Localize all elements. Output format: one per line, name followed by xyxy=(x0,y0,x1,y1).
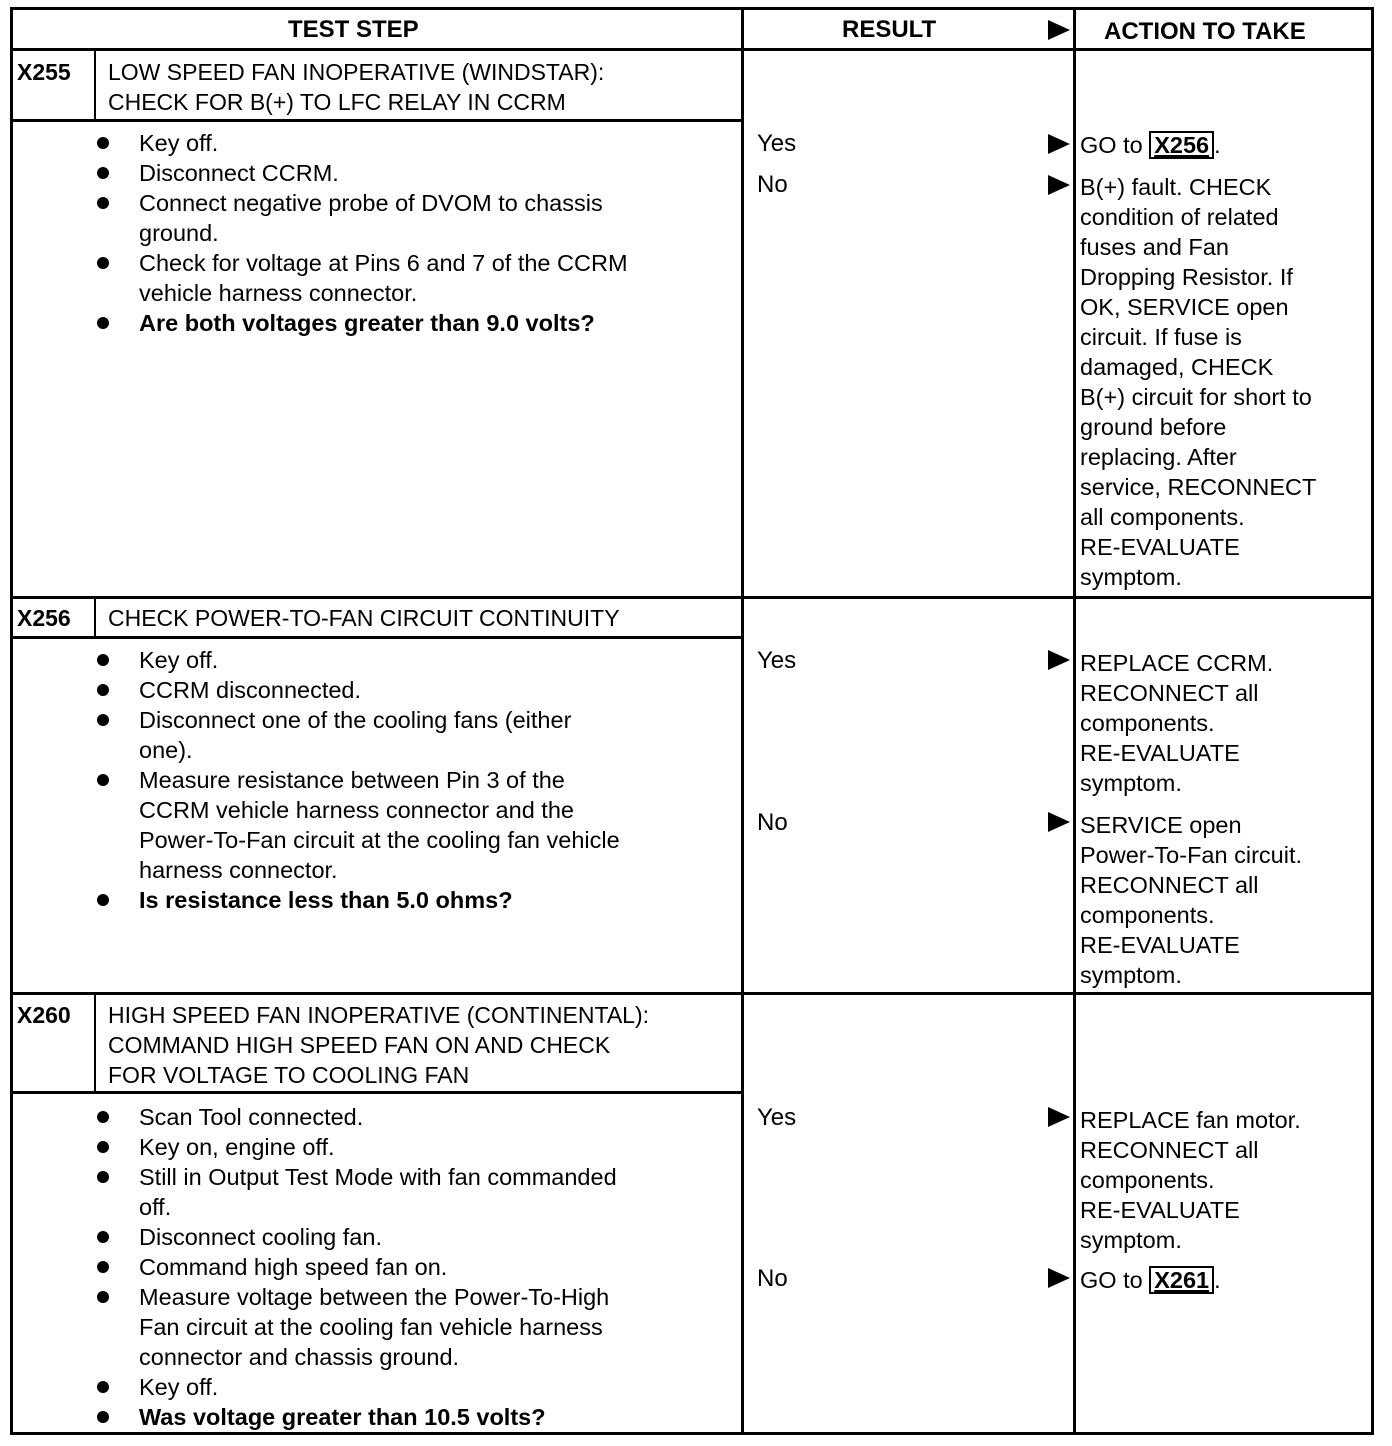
header-arrow-icon xyxy=(1048,20,1070,40)
step-code: X260 xyxy=(17,1002,71,1028)
instruction-continuation: Power-To-Fan circuit at the cooling fan vehicle xyxy=(139,827,620,853)
instruction-item: Check for voltage at Pins 6 and 7 of the CCRM xyxy=(95,248,628,278)
instruction-item: Disconnect cooling fan. xyxy=(95,1222,617,1252)
instruction-item: Measure voltage between the Power-To-High xyxy=(95,1282,617,1312)
step-reference-link[interactable]: X261 xyxy=(1149,1266,1214,1294)
action-no: GO to X261 . xyxy=(1080,1267,1221,1293)
instruction-question: Is resistance less than 5.0 ohms? xyxy=(95,885,620,915)
instruction-item: Disconnect CCRM. xyxy=(95,158,628,188)
header-result: RESULT xyxy=(842,16,937,43)
instruction-continuation: Fan circuit at the cooling fan vehicle harness xyxy=(139,1314,603,1340)
step-instructions xyxy=(95,128,628,338)
instruction-item: Connect negative probe of DVOM to chassis xyxy=(95,188,628,218)
action-no: SERVICE open Power-To-Fan circuit. RECONNECT all components. RE-EVALUATE symptom. xyxy=(1080,812,1302,988)
instruction-item: Scan Tool connected. xyxy=(95,1102,617,1132)
row-divider xyxy=(10,992,1374,995)
result-arrow-icon xyxy=(1048,134,1070,154)
code-divider xyxy=(94,994,96,1092)
code-divider xyxy=(94,50,96,120)
title-divider xyxy=(10,636,743,639)
instruction-continuation: off. xyxy=(139,1194,172,1220)
result-no: No xyxy=(757,1265,788,1292)
step-reference-link[interactable]: X256 xyxy=(1149,131,1214,159)
step-code: X256 xyxy=(17,605,71,631)
step-title: HIGH SPEED FAN INOPERATIVE (CONTINENTAL): COMMAND HIGH SPEED FAN ON AND CHECK FOR VOLTAGE TO COOLING FAN xyxy=(108,1002,649,1088)
step-title: CHECK POWER-TO-FAN CIRCUIT CONTINUITY xyxy=(108,605,620,631)
step-instructions xyxy=(95,645,620,915)
instruction-item: Key on, engine off. xyxy=(95,1132,617,1162)
column-divider-action xyxy=(1073,7,1076,1435)
row-divider xyxy=(10,596,1374,599)
header-test-step: TEST STEP xyxy=(288,16,419,43)
action-yes: REPLACE CCRM. RECONNECT all components. RE-EVALUATE symptom. xyxy=(1080,650,1274,796)
instruction-continuation: harness connector. xyxy=(139,857,338,883)
instruction-item: Disconnect one of the cooling fans (either xyxy=(95,705,620,735)
instruction-question: Are both voltages greater than 9.0 volts? xyxy=(95,308,628,338)
instruction-item: CCRM disconnected. xyxy=(95,675,620,705)
instruction-continuation: connector and chassis ground. xyxy=(139,1344,460,1370)
header-divider xyxy=(10,48,1374,51)
instruction-item: Command high speed fan on. xyxy=(95,1252,617,1282)
instruction-continuation: one). xyxy=(139,737,193,763)
action-yes: GO to X256 . xyxy=(1080,132,1221,158)
instruction-item: Measure resistance between Pin 3 of the xyxy=(95,765,620,795)
instruction-continuation: CCRM vehicle harness connector and the xyxy=(139,797,574,823)
instruction-question: Was voltage greater than 10.5 volts? xyxy=(95,1402,617,1432)
result-yes: Yes xyxy=(757,647,797,674)
result-arrow-icon xyxy=(1048,1107,1070,1127)
result-yes: Yes xyxy=(757,130,797,157)
step-code: X255 xyxy=(17,59,71,85)
result-yes: Yes xyxy=(757,1104,797,1131)
step-instructions xyxy=(95,1102,617,1432)
result-arrow-icon xyxy=(1048,812,1070,832)
instruction-item: Key off. xyxy=(95,128,628,158)
result-no: No xyxy=(757,171,788,198)
code-divider xyxy=(94,598,96,638)
step-title: LOW SPEED FAN INOPERATIVE (WINDSTAR): CHECK FOR B(+) TO LFC RELAY IN CCRM xyxy=(108,59,605,115)
instruction-item: Still in Output Test Mode with fan commanded xyxy=(95,1162,617,1192)
instruction-item: Key off. xyxy=(95,645,620,675)
result-arrow-icon xyxy=(1048,1268,1070,1288)
action-no: B(+) fault. CHECK condition of related fuses and Fan Dropping Resistor. If OK, SERVICE open circuit. If fuse is damaged, CHECK B(+) circuit for short to ground before replacing. After service, RECONNECT all components. RE-EVALUATE symptom. xyxy=(1080,174,1317,590)
instruction-continuation: vehicle harness connector. xyxy=(139,280,418,306)
column-divider-result xyxy=(741,7,744,1435)
title-divider xyxy=(10,1091,743,1094)
result-arrow-icon xyxy=(1048,650,1070,670)
result-no: No xyxy=(757,809,788,836)
instruction-item: Key off. xyxy=(95,1372,617,1402)
instruction-continuation: ground. xyxy=(139,220,219,246)
result-arrow-icon xyxy=(1048,175,1070,195)
header-action: ACTION TO TAKE xyxy=(1104,18,1306,45)
action-yes: REPLACE fan motor. RECONNECT all components. RE-EVALUATE symptom. xyxy=(1080,1107,1301,1253)
title-divider xyxy=(10,119,743,122)
